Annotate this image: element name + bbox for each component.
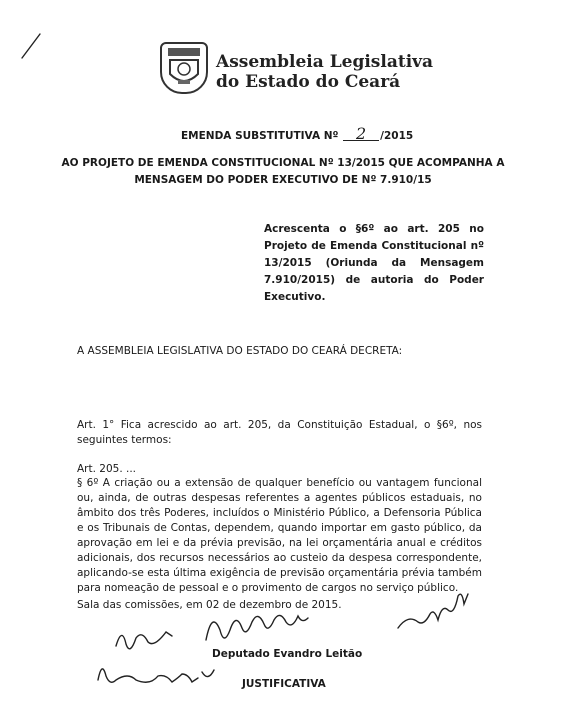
margin-slash-mark	[22, 34, 40, 58]
paragraph-6: § 6º A criação ou a extensão de qualquer benefício ou vantagem funcional ou, ainda, de outras despesas referentes a agentes públicos estaduais, no âmbito dos três Poderes, incluídos o Ministério Público, a Defensoria Pública e os Tribunais de Contas, dependem, quando importar em gasto público, da aprovação em lei e da prévia previsão, na lei orçamentária anual e créditos adicionais, dos recursos necessários ao custeio da despesa correspondente, aplicando-se esta última exigência de previsão orçamentária prévia também para nomeação de pessoal e o provimento de cargos no serviço público.	[77, 477, 482, 594]
title-suffix: /2015	[380, 130, 414, 142]
seal-emblem-icon	[162, 44, 206, 92]
title-prefix: EMENDA SUBSTITUTIVA Nº	[181, 130, 339, 142]
signature-center	[206, 615, 308, 640]
institution-name	[216, 52, 433, 92]
amendment-number: 2	[343, 128, 379, 141]
article-1: Art. 1° Fica acrescido ao art. 205, da Constituição Estadual, o §6º, nos seguintes termos:	[77, 419, 482, 446]
signature-left-bottom	[98, 669, 214, 682]
ementa: Acrescenta o §6º ao art. 205 no Projeto de Emenda Constitucional nº 13/2015 (Oriunda da Mensagem 7.910/2015) de autoria do Poder Executivo.	[264, 223, 484, 303]
justification-heading: JUSTIFICATIVA	[242, 678, 326, 690]
institution-line-1: Assembleia Legislativa	[216, 52, 434, 72]
signatory-name: Deputado Evandro Leitão	[212, 648, 363, 660]
closing-date-line: Sala das comissões, em 02 de dezembro de 2015.	[77, 599, 342, 611]
institution-line-2: do Estado do Ceará	[216, 72, 401, 92]
document-title	[181, 124, 414, 143]
title-line-2: AO PROJETO DE EMENDA CONSTITUCIONAL Nº 13/2015 QUE ACOMPANHA A	[61, 157, 505, 169]
signature-right	[398, 594, 468, 628]
signature-left-top	[116, 632, 172, 649]
article-205-ref: Art. 205. ...	[77, 463, 137, 475]
title-line-3: MENSAGEM DO PODER EXECUTIVO DE Nº 7.910/15	[134, 174, 432, 186]
assembly-seal	[160, 42, 208, 94]
enacting-clause: A ASSEMBLEIA LEGISLATIVA DO ESTADO DO CEARÁ DECRETA:	[77, 345, 403, 357]
